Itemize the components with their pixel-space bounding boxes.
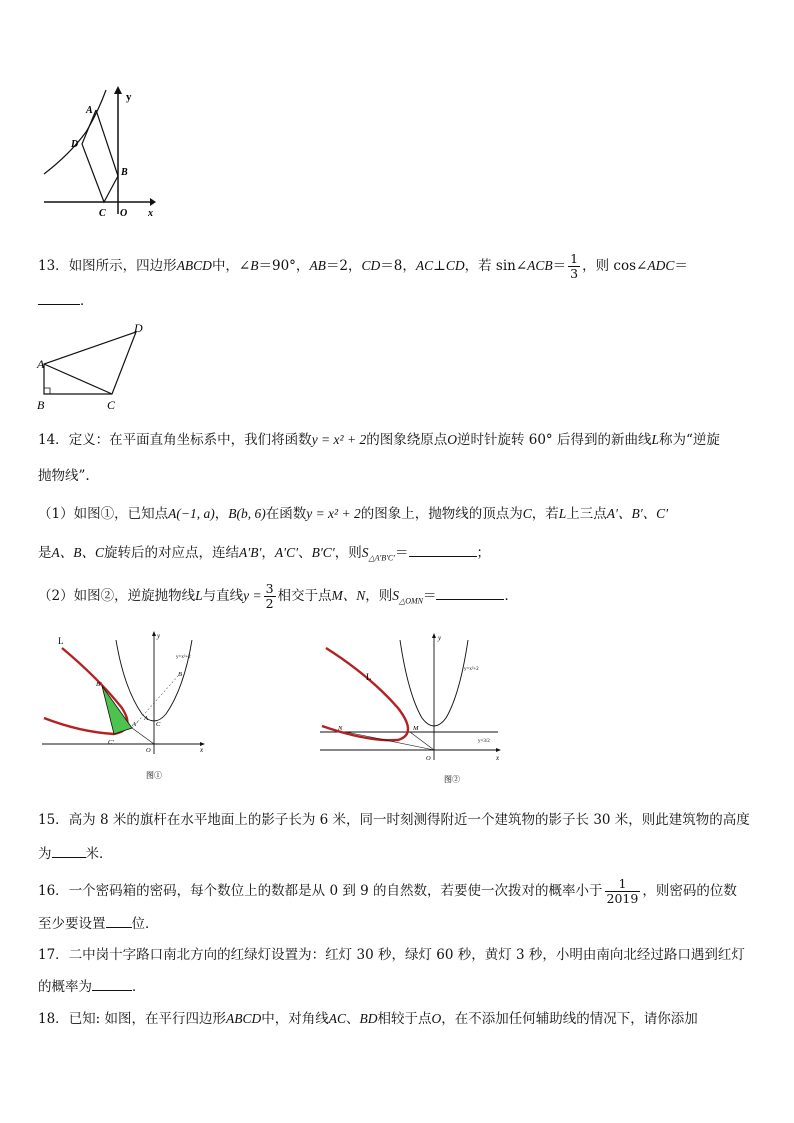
top-coordinate-figure (38, 82, 168, 222)
q15-answer-blank[interactable] (52, 843, 86, 858)
q16-answer-blank[interactable] (106, 913, 132, 928)
question-14-part2: （2）如图②，逆旋抛物线L与直线y = $\frac{3}{2}$ 相交于点M、N，则$S_{\triangle OMN}=$ ． (38, 581, 518, 611)
segment-ON (346, 732, 434, 750)
diagonal-ac (44, 364, 112, 394)
label-A: A (86, 105, 93, 116)
q14-fraction: $\frac{3}{2}$ (265, 581, 274, 611)
q15-number: 15． (38, 812, 69, 828)
parabola-curve (44, 90, 106, 174)
label-A: A (144, 715, 148, 722)
label-Ap: A′ (132, 721, 138, 728)
question-16-line2: 至少要设置 位． (38, 913, 159, 934)
q13-number: 13． (38, 258, 69, 274)
label-B: B (121, 167, 128, 178)
x-axis-arrow (150, 198, 156, 206)
label-C: C (156, 721, 161, 728)
y-axis-arrow (152, 631, 156, 636)
segment-Ap-B (132, 676, 178, 728)
question-14-line1: 14．定义：在平面直角坐标系中，我们将函数y = x² + 2的图象绕原点O逆时针旋转 60° 后得到的新曲线L称为“逆旋 (38, 432, 720, 448)
q14-part1-answer-blank[interactable] (409, 542, 477, 557)
question-14-part1-line2: 是A、B、C旋转后的对应点，连结A′B′，A′C′、B′C′，则$S_{\triangle A'B'C'}=$ ； (38, 542, 490, 569)
triangle-ApBpCp (102, 686, 132, 734)
right-angle-mark (44, 388, 50, 394)
rotated-parabola-L (322, 648, 408, 740)
q14-part2-answer-blank[interactable] (436, 585, 504, 600)
q17-answer-blank[interactable] (92, 976, 132, 991)
q13-quadrilateral-figure (34, 318, 154, 414)
figure-2-caption: 图② (444, 775, 460, 784)
question-14-line2: 抛物线”. (38, 468, 90, 484)
question-14-part1-line1: （1）如图①，已知点A(−1, a)，B(b, 6)在函数y = x² + 2的图象上，抛物线的顶点为C，若L上三点A′、B′、C′ (38, 506, 669, 522)
question-15-line2: 为 米． (38, 843, 113, 864)
label-A: A (37, 357, 45, 371)
label-x: x (200, 746, 204, 754)
label-y: y (126, 91, 132, 103)
q17-number: 17． (38, 947, 69, 963)
label-C: C (107, 398, 116, 412)
q13-fraction: $\frac{1}{3}$ (570, 251, 579, 281)
label-N: N (338, 725, 343, 732)
question-18-line1: 18．已知: 如图，在平行四边形ABCD中，对角线AC、BD相较于点O，在不添加任何辅助线的情况下，请你添加 (38, 1011, 698, 1027)
label-D: D (134, 321, 143, 335)
question-17-line1: 17．二中岗十字路口南北方向的红绿灯设置为：红灯 30 秒，绿灯 60 秒，黄灯 3 秒，小明由南向北经过路口遇到红灯 (38, 947, 745, 963)
rhombus-abcd (82, 110, 118, 202)
label-Bp: B′ (96, 681, 102, 688)
q14-figure-1 (40, 628, 220, 784)
question-17-line2: 的概率为 ． (38, 976, 146, 997)
label-x: x (496, 754, 500, 762)
label-line: y=3/2 (478, 739, 490, 744)
q13-answer-blank[interactable] (38, 290, 80, 305)
label-O: O (120, 208, 128, 219)
label-y: y (157, 632, 161, 640)
label-L: L (58, 636, 64, 646)
label-equation: y=x²+2 (464, 667, 479, 672)
label-D: D (71, 139, 79, 150)
q18-number: 18． (38, 1011, 69, 1027)
q14-figure-2 (318, 630, 508, 788)
q14-number: 14． (38, 432, 69, 448)
y-axis-arrow (432, 633, 436, 638)
label-B: B (178, 671, 182, 678)
figure-1-caption: 图① (146, 771, 162, 780)
label-O: O (146, 747, 151, 754)
label-equation: y=x²+2 (176, 655, 191, 660)
question-15-line1: 15．高为 8 米的旗杆在水平地面上的影子长为 6 米，同一时刻测得附近一个建筑物的影子长 30 米，则此建筑物的高度 (38, 812, 750, 828)
label-y: y (438, 634, 442, 642)
segment-to-Ap (132, 728, 154, 744)
label-M: M (413, 725, 419, 732)
y-axis-arrow (114, 86, 122, 94)
label-C: C (99, 208, 106, 219)
label-B: B (37, 398, 45, 412)
question-13-line1: 13．如图所示，四边形ABCD中，∠B＝90°，AB＝2，CD＝8，AC⊥CD，若 sin∠ACB＝ $\frac{1}{3}$ ，则 cos∠ADC＝ (38, 251, 688, 281)
label-Cp: C′ (108, 739, 114, 746)
q16-number: 16． (38, 883, 69, 899)
question-16-line1: 16．一个密码箱的密码，每个数位上的数都是从 0 到 9 的自然数，若要使一次拨对的概率小于 $\frac{1}{2019}$ ，则密码的位数 (38, 876, 737, 906)
question-13-line2: ． (38, 290, 94, 311)
x-axis-arrow (496, 748, 501, 752)
q16-fraction: $\frac{1}{2019}$ (606, 876, 639, 906)
label-L: L (366, 672, 372, 682)
label-x: x (148, 208, 153, 219)
label-O: O (426, 755, 431, 762)
